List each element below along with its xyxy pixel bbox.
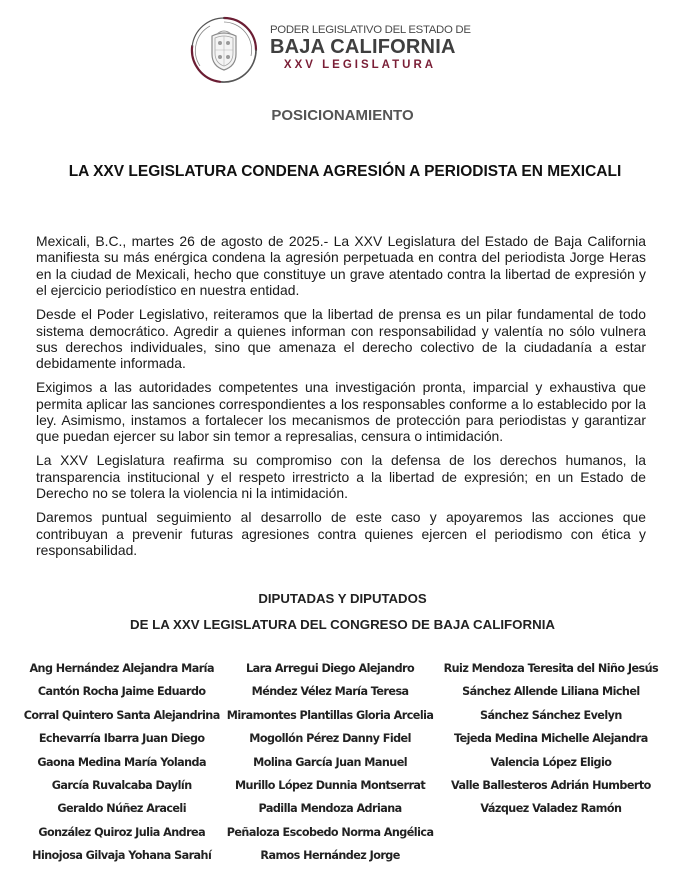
signatory-name: González Quiroz Julia Andrea <box>38 825 206 839</box>
signatory-name: Peñaloza Escobedo Norma Angélica <box>226 825 434 839</box>
letterhead <box>0 0 685 90</box>
signatory-name: Cantón Rocha Jaime Eduardo <box>37 685 206 699</box>
signatories-heading <box>0 586 685 638</box>
logo-line-institution: PODER LEGISLATIVO DEL ESTADO DE <box>270 24 471 36</box>
signatory-name: Hinojosa Gilvaja Yohana Sarahí <box>32 849 212 863</box>
signatory-name: Méndez Vélez María Teresa <box>251 685 409 699</box>
signatory-name: Ruiz Mendoza Teresita del Niño Jesús <box>443 662 659 675</box>
signatory-name: Valencia López Eligio <box>490 755 612 769</box>
body-paragraph: Daremos puntual seguimiento al desarrollo de este caso y apoyaremos las acciones que contribuyan a prevenir futuras agresiones contra quienes ejercen el periodismo con ética y responsabilidad. <box>36 509 646 558</box>
signatories-column-1 <box>20 660 223 871</box>
signatory-name: Murillo López Dunnia Montserrat <box>234 778 426 792</box>
body-paragraph: Desde el Poder Legislativo, reiteramos que la libertad de prensa es un pilar fundamental de todo sistema democrático. Agredir a quienes informan con responsabilidad y valentía no sólo vulnera sus derechos individuales, sino que amenaza el derecho colectivo de la ciudadanía a estar debidamente informada. <box>36 306 646 372</box>
signatory-name: Echevarría Ibarra Juan Diego <box>38 732 205 746</box>
signatory-name: Vázquez Valadez Ramón <box>480 802 622 816</box>
body-paragraph: Mexicali, B.C., martes 26 de agosto de 2025.- La XXV Legislatura del Estado de Baja California manifiesta su más enérgica condena la agresión perpetuada en contra del periodista Jorge Heras en la ciudad de Mexicali, hecho que constituye un grave atentado contra la libertad de expresión y el ejercicio periodístico en nuestra entidad. <box>36 233 646 299</box>
signatory-name: Sánchez Sánchez Evelyn <box>479 708 622 722</box>
signatories-column-3 <box>437 660 665 871</box>
signatory-name: Mogollón Pérez Danny Fidel <box>249 732 411 746</box>
signatory-name: Miramontes Plantillas Gloria Arcelia <box>226 708 434 722</box>
document-title: LA XXV LEGISLATURA CONDENA AGRESIÓN A PERIODISTA EN MEXICALI <box>68 163 622 180</box>
signatories-heading-line2: DE LA XXV LEGISLATURA DEL CONGRESO DE BAJA CALIFORNIA <box>129 617 556 632</box>
signatories-list <box>20 660 665 871</box>
signatories-heading-line1: DIPUTADAS Y DIPUTADOS <box>258 591 427 606</box>
signatory-name: Padilla Mendoza Adriana <box>258 802 402 816</box>
signatory-name: Corral Quintero Santa Alejandrina <box>23 708 220 722</box>
signatory-name: Ramos Hernández Jorge <box>260 849 400 863</box>
institution-logo-text <box>270 24 471 73</box>
signatory-name: Tejeda Medina Michelle Alejandra <box>453 732 648 746</box>
signatory-name: Lara Arregui Diego Alejandro <box>246 662 415 675</box>
state-seal-icon <box>190 16 258 84</box>
signatory-name: Valle Ballesteros Adrián Humberto <box>450 778 651 792</box>
body-paragraph: La XXV Legislatura reafirma su compromiso con la defensa de los derechos humanos, la transparencia institucional y el respeto irrestricto a la libertad de expresión; en un Estado de Derecho no se tolera la violencia ni la intimidación. <box>36 452 646 502</box>
signatory-name: Molina García Juan Manuel <box>253 755 408 769</box>
document-type-label: POSICIONAMIENTO <box>271 107 414 124</box>
signatory-name: García Ruvalcaba Daylín <box>51 778 192 792</box>
logo-line-legislature: XXV LEGISLATURA <box>283 59 437 71</box>
signatory-name: Sánchez Allende Liliana Michel <box>462 685 640 699</box>
logo-line-state: BAJA CALIFORNIA <box>270 36 456 58</box>
body-paragraph: Exigimos a las autoridades competentes una investigación pronta, imparcial y exhaustiva que permita aplicar las sanciones correspondientes a los responsables conforme a lo establecido por la ley. Asimismo, instamos a fortalecer los mecanismos de protección para periodistas y garantizar que puedan ejercer su labor sin temor a represalias, censura o intimidación. <box>36 379 646 445</box>
document-body <box>36 233 646 566</box>
signatory-name: Geraldo Núñez Araceli <box>57 802 187 816</box>
signatory-name: Ang Hernández Alejandra María <box>29 662 214 675</box>
signatories-column-2 <box>223 660 436 871</box>
signatory-name: Gaona Medina María Yolanda <box>37 755 207 769</box>
